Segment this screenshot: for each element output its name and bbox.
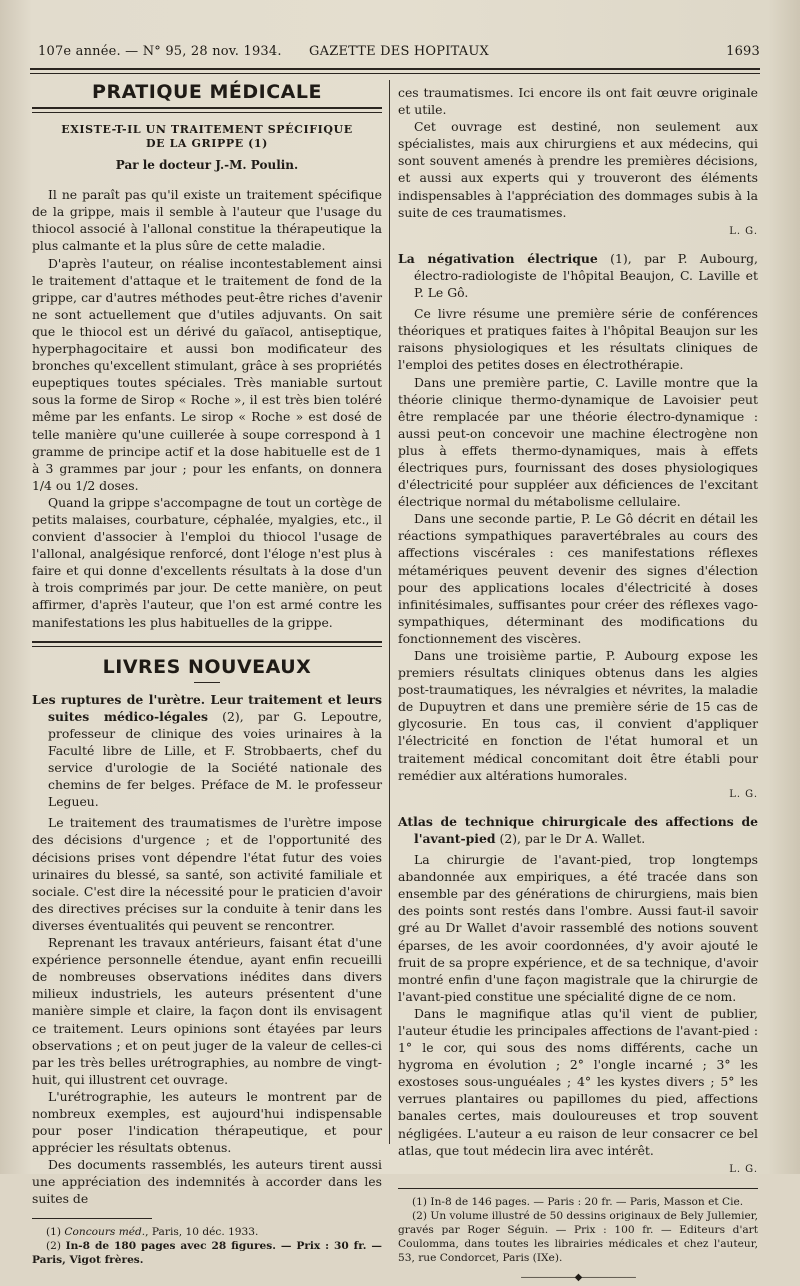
header-journal-title: GAZETTE DES HOPITAUX <box>309 44 489 59</box>
book-entry-title <box>398 813 758 847</box>
review-paragraph: La chirurgie de l'avant-pied, trop longtemps abandonnée aux empiriques, a été tracée dans son ensemble par des générations de chirurgiens, mais bien des points sont restés dans l'ombre. Aussi faut-il savoir gré au Dr Wallet d'avoir rassemblé des notions souvent éparses, de les avoir coordonnées, d'y avoir ajouté le fruit de sa propre expérience, et de sa technique, d'avoir montré enfin d'une façon magistrale que la chirurgie de l'avant-pied constitue une spécialité digne de ce nom. <box>398 852 758 1004</box>
review-paragraph: Dans une seconde partie, P. Le Gô décrit en détail les réactions sympathiques paravertébrales au cours des affections viscérales : ces manifestations réflexes métamériques peuvent devenir des signes d'élection pour des applications locales d'électricité à doses infinitésimales, suffisantes pour créer des réflexes vago-sympathiques, déterminant des modifications du fonctionnement des viscères. <box>398 511 758 646</box>
left-column <box>32 81 382 1266</box>
footnote: (1) Concours méd., Paris, 10 déc. 1933. <box>46 1225 259 1238</box>
footnote: (2) Un volume illustré de 50 dessins originaux de Bely Jullemier, gravés par Roger Séguin. — Prix : 100 fr. — Editeurs d'art Coulomma, dans toutes les librairies médicales et chez l'auteur, 53, rue Condorcet, Paris (IXe). <box>398 1209 758 1264</box>
review-signature: L. G. <box>729 788 758 800</box>
footnote: (1) In-8 de 146 pages. — Paris : 20 fr. — Paris, Masson et Cie. <box>412 1195 744 1208</box>
book-title: Atlas de technique chirurgicale des affections de l'avant-pied <box>398 813 758 846</box>
review-paragraph: Dans une première partie, C. Laville montre que la théorie clinique thermo-dynamique de Lavoisier peut être remplacée par une théorie électro-dynamique : aussi peut-on concevoir une machine électrogène non plus à effets thermo-dynamiques, mais à effets électriques purs, fournissant des doses physiologiques d'électricité pour suppléer aux déficiences de l'excitant électrique normal du métabolisme cellulaire. <box>398 374 758 510</box>
review-signature: L. G. <box>729 225 758 237</box>
footnote: (2) In-8 de 180 pages avec 28 figures. — Prix : 30 fr. — Paris, Vigot frères. <box>32 1239 382 1266</box>
short-rule <box>194 682 220 683</box>
header-issue: 107e année. — N° 95, 28 nov. 1934. <box>38 44 282 59</box>
article-paragraph: D'après l'auteur, on réalise incontestablement ainsi le traitement d'attaque et le traitement de fond de la grippe, car d'autres méthodes peut-être riches d'avenir ne sont actuellement que d'utiles adjuvants. On sait que le thiocol est un dérivé du gaïacol, antiseptique, hyperphagocitaire et aussi bon modificateur des bronches qu'excellent stimulant, grâce à ses propriétés eupeptiques toutes spéciales. Très maniable surtout sous la forme de Sirop « Roche », il est très bien toléré même par les enfants. Le sirop « Roche » est dosé de telle manière qu'une cuillerée à soupe correspond à 1 gramme de principe actif et la dose habituelle est de 1 à 3 grammes par jour ; pour les enfants, on donnera 1/4 ou 1/2 doses. <box>32 255 382 493</box>
review-paragraph: Dans le magnifique atlas qu'il vient de publier, l'auteur étudie les principales affections de l'avant-pied : 1° le cor, qui sous des noms différents, cache un hygroma en évolution ; 2° l'ongle incarné ; 3° les exostoses sous-unguéales ; 4° les kystes divers ; 5° les verrues plantaires ou papillomes du pied, affections banales certes, mais douloureuses et trop souvent négligées. L'auteur a eu raison de leur consacrer ce bel atlas, que tout médecin lira avec intérêt. <box>398 1005 758 1158</box>
running-header <box>38 44 760 66</box>
book-title: La négativation électrique <box>398 250 598 266</box>
review-continuation: ces traumatismes. Ici encore ils ont fait œuvre originale et utile. <box>398 85 758 118</box>
book-entry-title <box>32 691 382 811</box>
article-title-line2: DE LA GRIPPE (1) <box>146 137 268 151</box>
column-divider <box>389 80 390 1144</box>
header-page-number: 1693 <box>726 44 760 59</box>
review-paragraph: Le traitement des traumatismes de l'urètre impose des décisions d'urgence ; et de l'opportunité des décisions prises vont dépendre l'état futur des voies urinaires du blessé, sa santé, son activité familiale et sociale. C'est dire la nécessité pour le praticien d'avoir des directives précises sur la conduite à tenir dans les diverses éventualités qui peuvent se rencontrer. <box>32 815 382 933</box>
article-paragraph: Il ne paraît pas qu'il existe un traitement spécifique de la grippe, mais il semble à l'auteur que l'usage du thiocol associé à l'allonal constitue la thérapeutique la plus calmante et la plus sûre de cette maladie. <box>32 187 382 254</box>
section-title-pratique: PRATIQUE MÉDICALE <box>92 81 322 103</box>
book-title: Les ruptures de l'urètre. Leur traitement et leurs suites médico-légales <box>32 691 382 724</box>
book-entry-title <box>398 250 758 301</box>
section-title-livres: LIVRES NOUVEAUX <box>102 655 312 678</box>
footnote-rule <box>398 1188 758 1189</box>
review-signature: L. G. <box>729 1163 758 1175</box>
review-paragraph: Dans une troisième partie, P. Aubourg expose les premiers résultats cliniques obtenus dans les algies post-traumatiques, les névralgies et névrites, la maladie de Dupuytren et dans une première série de 15 cas de glycosurie. En tous cas, il convient d'appliquer l'électricité en fonction de l'état humoral et un traitement médical concomitant doit être établi pour remédier aux altérations humorales. <box>398 648 758 783</box>
right-column <box>398 84 758 1283</box>
book-details: (2), par G. Lepoutre, professeur de clinique des voies urinaires à la Faculté libre de Lille, et F. Strobbaerts, chef du service d'urologie de la Société nationale des chemins de fer belges. Préface de M. le professeur Legueu. <box>48 708 382 810</box>
review-paragraph: Ce livre résume une première série de conférences théoriques et pratiques faites à l'hôpital Beaujon sur les raisons physiologiques et les résultats cliniques de l'emploi des petites doses en électrothérapie. <box>398 306 758 373</box>
article-title-line1: EXISTE-T-IL UN TRAITEMENT SPÉCIFIQUE <box>61 123 353 137</box>
book-details: (1), par P. Aubourg, électro-radiologiste de l'hôpital Beaujon, C. Laville et P. Le Gô. <box>414 250 758 301</box>
book-details: (2), par le Dr A. Wallet. <box>495 830 646 846</box>
section-rule <box>32 641 382 647</box>
article-paragraph: Quand la grippe s'accompagne de tout un cortège de petits malaises, courbature, céphalée, myalgies, etc., il convient d'associer à l'emploi du thiocol l'usage de l'allonal, analgésique renforcé, dont l'éloge n'est plus à faire et qui donne d'excellents résultats à la dose d'un à trois comprimés par jour. De cette manière, on peut affirmer, d'après l'auteur, que l'on est armé contre les manifestations les plus habituelles de la grippe. <box>32 494 382 630</box>
footnote-rule <box>32 1218 152 1219</box>
review-paragraph: Cet ouvrage est destiné, non seulement aux spécialistes, mais aux chirurgiens et aux médecins, qui sont souvent amenés à prendre les premières décisions, et aussi aux experts qui y trouveront des éléments indispensables à l'appréciation des dommages subis à la suite de ces traumatismes. <box>398 119 758 220</box>
article-byline: Par le docteur J.-M. Poulin. <box>115 158 299 173</box>
review-paragraph: Des documents rassemblés, les auteurs tirent aussi une appréciation des indemnités à accorder dans les suites de <box>32 1157 382 1207</box>
end-ornament: ——————◆—————— <box>520 1271 636 1283</box>
review-paragraph: L'urétrographie, les auteurs le montrent par de nombreux exemples, est aujourd'hui indispensable pour poser l'indication thérapeutique, et pour apprécier les résultats obtenus. <box>32 1088 382 1156</box>
header-rule <box>30 68 760 74</box>
review-paragraph: Reprenant les travaux antérieurs, faisant état d'une expérience personnelle étendue, ayant enfin recueilli de nombreuses observations inédites dans divers milieux industriels, les auteurs présentent d'une manière simple et claire, la façon dont ils envisagent ce traitement. Leurs opinions sont étayées par leurs observations ; et on peut juger de la valeur de celles-ci par les très belles urétrographies, au nombre de vingt-huit, qui illustrent cet ouvrage. <box>32 935 382 1087</box>
